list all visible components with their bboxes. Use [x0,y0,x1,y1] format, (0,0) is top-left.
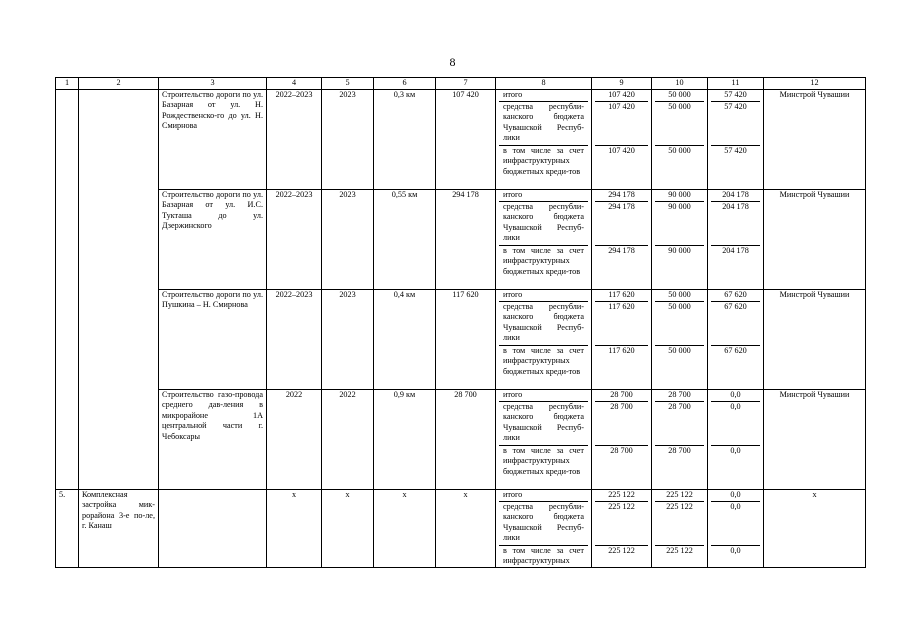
fund-infra-label: в том числе за счет инфраструктурных бюджетных креди-тов [503,245,584,276]
item-name-cell [79,289,159,389]
value-republic: 67 620 [711,302,760,346]
value-republic: 28 700 [655,402,704,446]
col11-cell [708,189,764,289]
fund-infra-label: в том числе за счет инфраструктурных бюджетных креди-тов [503,445,584,476]
col11-cell [708,389,764,489]
value-total: 67 620 [711,290,760,302]
value-total: 57 420 [711,90,760,102]
fund-infra-label: в том числе за счет инфраструктурных бюджетных креди-тов [503,145,584,176]
item-number: 5. [56,489,79,567]
col10-cell [652,289,708,389]
item-name-cell [79,389,159,489]
value-republic: 0,0 [711,502,760,546]
project-row [56,289,866,389]
funding-source-cell [496,389,592,489]
value-infra: 67 620 [724,345,747,355]
value-total: 204 178 [711,190,760,202]
fund-republic-label: средства республи-канского бюджета Чувашской Респуб-лики [499,302,588,346]
col10-cell [652,89,708,189]
value-total: 117 620 [595,290,648,302]
value-total: 90 000 [655,190,704,202]
value-republic: 28 700 [595,402,648,446]
col-header-8: 8 [496,78,592,90]
value-republic: 50 000 [655,102,704,146]
value-republic: 294 178 [595,202,648,246]
col-header-9: 9 [592,78,652,90]
project-capacity: 0,3 км [374,89,436,189]
col10-cell [652,389,708,489]
item-number-cell [56,189,79,289]
col-header-6: 6 [374,78,436,90]
project-row [56,389,866,489]
item-name: Комплексная застройка мик-рорайона 3-е по-ле, г. Канаш [79,489,159,567]
col-header-12: 12 [764,78,866,90]
project-row [56,89,866,189]
value-infra: 225 122 [608,545,635,555]
value-total: 28 700 [595,390,648,402]
executor: Минстрой Чувашии [764,389,866,489]
project-name: Строительство дороги по ул. Пушкина – Н. Смирнова [159,289,267,389]
item5-col7: x [436,489,496,567]
value-total: 50 000 [655,90,704,102]
item-number-cell [56,289,79,389]
col11-cell [708,89,764,189]
project-year: 2022 [322,389,374,489]
col9-cell [592,189,652,289]
fund-republic-label: средства республи-канского бюджета Чувашской Респуб-лики [499,402,588,446]
col11-cell [708,289,764,389]
value-total: 294 178 [595,190,648,202]
value-infra: 107 420 [608,145,635,155]
item-number-cell [56,89,79,189]
funding-source-cell [496,489,592,567]
value-infra: 0,0 [730,545,741,555]
col-header-11: 11 [708,78,764,90]
fund-republic-label: средства республи-канского бюджета Чувашской Респуб-лики [499,502,588,546]
value-republic: 0,0 [711,402,760,446]
col-header-4: 4 [267,78,322,90]
col-header-3: 3 [159,78,267,90]
col-header-5: 5 [322,78,374,90]
investment-table [55,77,866,568]
item5-col6: x [374,489,436,567]
project-capacity: 0,55 км [374,189,436,289]
fund-republic-label: средства республи-канского бюджета Чувашской Респуб-лики [499,102,588,146]
col9-cell [592,89,652,189]
value-total: 50 000 [655,290,704,302]
value-infra: 57 420 [724,145,747,155]
project-name: Строительство дороги по ул. Базарная от ул. Н. Рождественско-го до ул. Н. Смирнова [159,89,267,189]
col11-cell [708,489,764,567]
value-republic: 225 122 [595,502,648,546]
project-name: Строительство дороги по ул. Базарная от ул. И.С. Тукташа до ул. Дзержинского [159,189,267,289]
project-cost: 107 420 [436,89,496,189]
item5-col12: x [764,489,866,567]
col9-cell [592,389,652,489]
col-header-10: 10 [652,78,708,90]
value-total: 225 122 [595,490,648,502]
funding-source-cell [496,289,592,389]
value-infra: 90 000 [668,245,691,255]
item-number-cell [56,389,79,489]
value-republic: 225 122 [655,502,704,546]
project-row [56,189,866,289]
header-row [56,78,866,90]
project-name: Строительство газо-провода среднего дав-ления в микрорайоне 1А центральной части г. Чебоксары [159,389,267,489]
value-republic: 50 000 [655,302,704,346]
col-header-2: 2 [79,78,159,90]
project-period: 2022–2023 [267,189,322,289]
col-header-7: 7 [436,78,496,90]
col10-cell [652,189,708,289]
item-name-cell [79,189,159,289]
executor: Минстрой Чувашии [764,89,866,189]
fund-total-label: итого [499,490,588,502]
item5-col3 [159,489,267,567]
project-year: 2023 [322,189,374,289]
value-infra: 225 122 [666,545,693,555]
value-infra: 28 700 [610,445,633,455]
value-infra: 117 620 [608,345,635,355]
project-period: 2022–2023 [267,89,322,189]
fund-total-label: итого [499,390,588,402]
value-total: 225 122 [655,490,704,502]
value-infra: 294 178 [608,245,635,255]
value-republic: 90 000 [655,202,704,246]
value-total: 0,0 [711,390,760,402]
value-infra: 204 178 [722,245,749,255]
value-total: 107 420 [595,90,648,102]
project-period: 2022 [267,389,322,489]
col9-cell [592,489,652,567]
project-year: 2023 [322,289,374,389]
page-number: 8 [449,55,456,69]
project-period: 2022–2023 [267,289,322,389]
value-infra: 0,0 [730,445,741,455]
fund-infra-label: в том числе за счет инфраструктурных [503,545,584,566]
project-year: 2023 [322,89,374,189]
value-infra: 28 700 [668,445,691,455]
project-cost: 28 700 [436,389,496,489]
col-header-1: 1 [56,78,79,90]
funding-source-cell [496,189,592,289]
fund-total-label: итого [499,290,588,302]
value-infra: 50 000 [668,145,691,155]
value-republic: 57 420 [711,102,760,146]
value-total: 0,0 [711,490,760,502]
value-republic: 204 178 [711,202,760,246]
funding-source-cell [496,89,592,189]
project-capacity: 0,4 км [374,289,436,389]
fund-total-label: итого [499,90,588,102]
project-cost: 294 178 [436,189,496,289]
value-total: 28 700 [655,390,704,402]
value-republic: 117 620 [595,302,648,346]
executor: Минстрой Чувашии [764,189,866,289]
project-cost: 117 620 [436,289,496,389]
executor: Минстрой Чувашии [764,289,866,389]
value-republic: 107 420 [595,102,648,146]
fund-republic-label: средства республи-канского бюджета Чувашской Респуб-лики [499,202,588,246]
fund-total-label: итого [499,190,588,202]
col10-cell [652,489,708,567]
item-name-cell [79,89,159,189]
value-infra: 50 000 [668,345,691,355]
project-capacity: 0,9 км [374,389,436,489]
item5-col4: x [267,489,322,567]
fund-infra-label: в том числе за счет инфраструктурных бюджетных креди-тов [503,345,584,376]
item5-col5: x [322,489,374,567]
item5-row [56,489,866,567]
col9-cell [592,289,652,389]
